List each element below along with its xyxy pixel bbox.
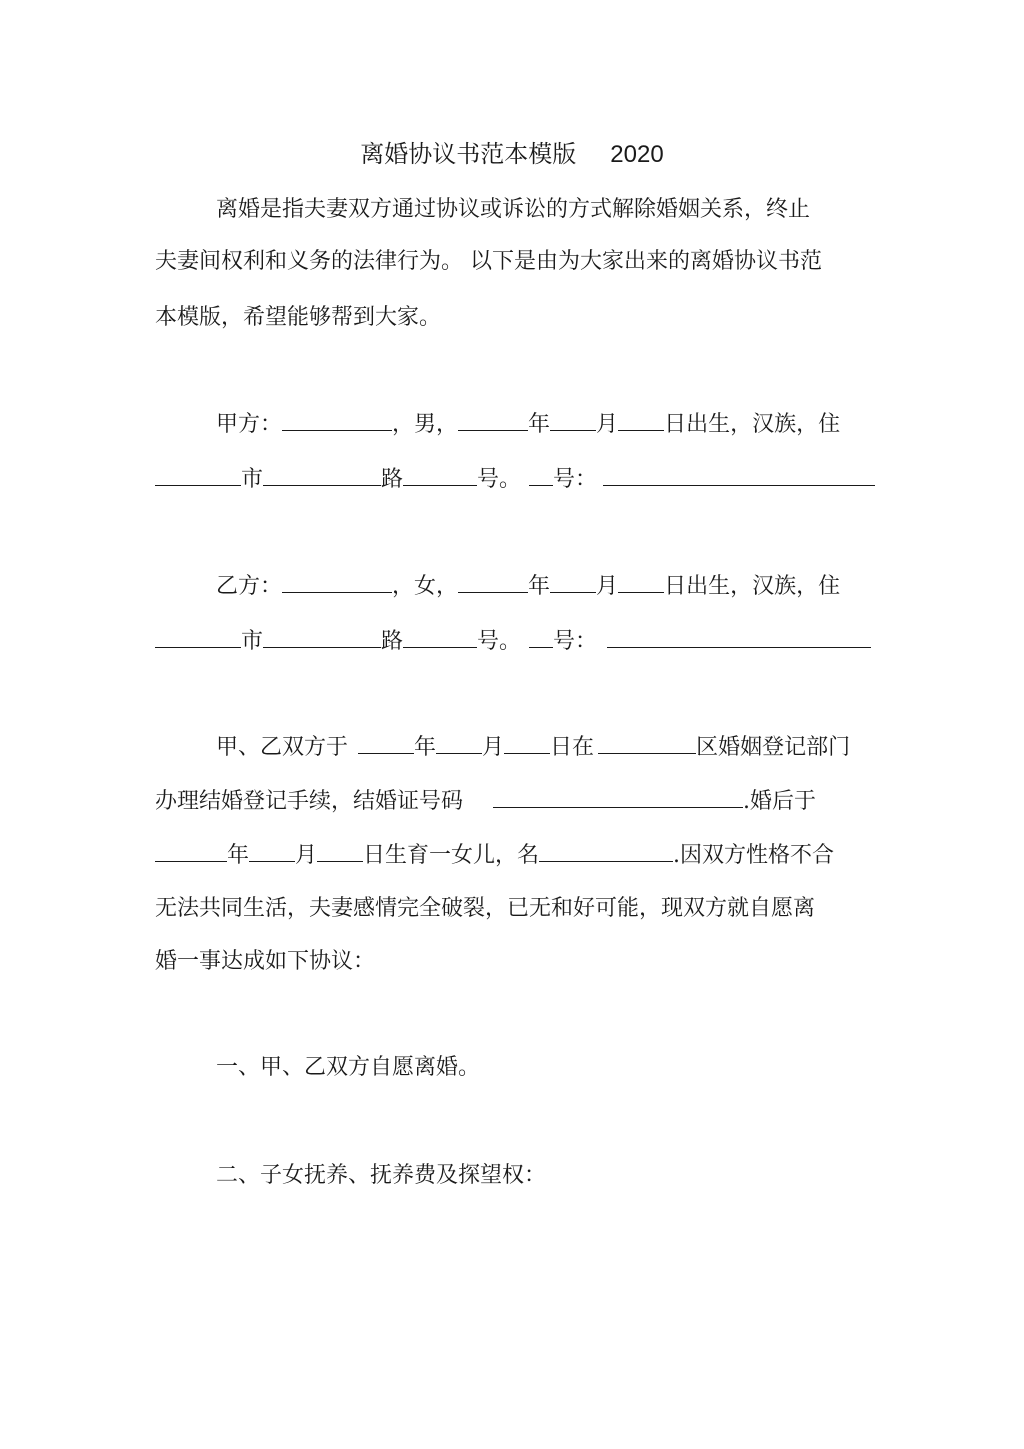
- party-b-road: 路: [381, 629, 404, 654]
- marriage-day: 日在: [550, 735, 595, 760]
- child-month: 月: [295, 843, 318, 868]
- marriage-line-5: 婚一事达成如下协议：: [155, 949, 376, 974]
- party-a-city: 市: [241, 467, 264, 492]
- blank-month: [249, 837, 295, 862]
- blank-city: [155, 623, 241, 648]
- marriage-dept: 区婚姻登记部门: [696, 735, 851, 760]
- blank-year: [358, 729, 414, 754]
- blank-year: [155, 837, 227, 862]
- blank-day: [504, 729, 550, 754]
- blank-day: [618, 568, 664, 593]
- party-a-month: 月: [596, 412, 619, 437]
- blank-id-number: [603, 461, 875, 486]
- party-b-label: 乙方：: [216, 574, 283, 599]
- party-b-id: 号：: [553, 629, 598, 654]
- blank-month: [550, 568, 596, 593]
- title-text: 离婚协议书范本模版: [360, 140, 577, 168]
- blank-day: [317, 837, 363, 862]
- blank-num: [403, 623, 477, 648]
- party-b-line-2: [155, 623, 871, 658]
- party-a-road: 路: [381, 467, 404, 492]
- blank-city: [155, 461, 241, 486]
- marriage-year: 年: [414, 735, 437, 760]
- party-b-num: 号。: [477, 629, 522, 654]
- party-b-month: 月: [596, 574, 619, 599]
- document-title: [0, 136, 1024, 173]
- blank-month: [436, 729, 482, 754]
- marriage-cert-label: 办理结婚登记手续，结婚证号码: [155, 789, 464, 814]
- intro-line-1: 离婚是指夫妻双方通过协议或诉讼的方式解除婚姻关系，终止: [216, 197, 811, 222]
- blank-id-type: [529, 623, 553, 648]
- clause-2: 二、子女抚养、抚养费及探望权：: [216, 1163, 547, 1188]
- blank-year: [458, 568, 528, 593]
- marriage-line-1: [216, 729, 850, 764]
- blank-day: [618, 406, 664, 431]
- marriage-month: 月: [482, 735, 505, 760]
- blank-district: [598, 729, 696, 754]
- blank-road: [263, 461, 381, 486]
- child-year: 年: [227, 843, 250, 868]
- blank-month: [550, 406, 596, 431]
- blank-cert-number: [493, 783, 743, 808]
- marriage-reason: .因双方性格不合: [673, 843, 835, 868]
- marriage-line-3: [155, 837, 834, 872]
- child-born: 日生育一女儿，名: [363, 843, 540, 868]
- intro-line-2: 夫妻间权利和义务的法律行为。 以下是由为大家出来的离婚协议书范: [155, 249, 822, 274]
- party-a-line-1: [216, 406, 840, 441]
- party-a-id: 号：: [553, 467, 598, 492]
- blank-road: [263, 623, 381, 648]
- blank-num: [403, 461, 477, 486]
- party-a-birth: 日出生，汉族，住: [664, 412, 841, 437]
- party-a-gender: ，男，: [392, 412, 459, 437]
- party-a-line-2: [155, 461, 875, 496]
- blank-child-name: [539, 837, 673, 862]
- party-a-num: 号。: [477, 467, 522, 492]
- party-b-line-1: [216, 568, 840, 603]
- blank-year: [458, 406, 528, 431]
- title-year: 2020: [610, 141, 664, 168]
- party-a-label: 甲方：: [216, 412, 283, 437]
- marriage-line-4: 无法共同生活，夫妻感情完全破裂，已无和好可能，现双方就自愿离: [155, 896, 816, 921]
- party-a-year: 年: [528, 412, 551, 437]
- marriage-after: .婚后于: [743, 789, 817, 814]
- blank-name: [282, 568, 392, 593]
- party-b-year: 年: [528, 574, 551, 599]
- blank-id-type: [529, 461, 553, 486]
- blank-name: [282, 406, 392, 431]
- party-b-birth: 日出生，汉族，住: [664, 574, 841, 599]
- party-b-gender: ，女，: [392, 574, 459, 599]
- marriage-intro: 甲、乙双方于: [216, 735, 349, 760]
- intro-line-3: 本模版，希望能够帮到大家。: [155, 305, 442, 330]
- party-b-city: 市: [241, 629, 264, 654]
- marriage-line-2: [155, 783, 816, 818]
- blank-id-number: [607, 623, 871, 648]
- clause-1: 一、甲、乙双方自愿离婚。: [216, 1055, 481, 1080]
